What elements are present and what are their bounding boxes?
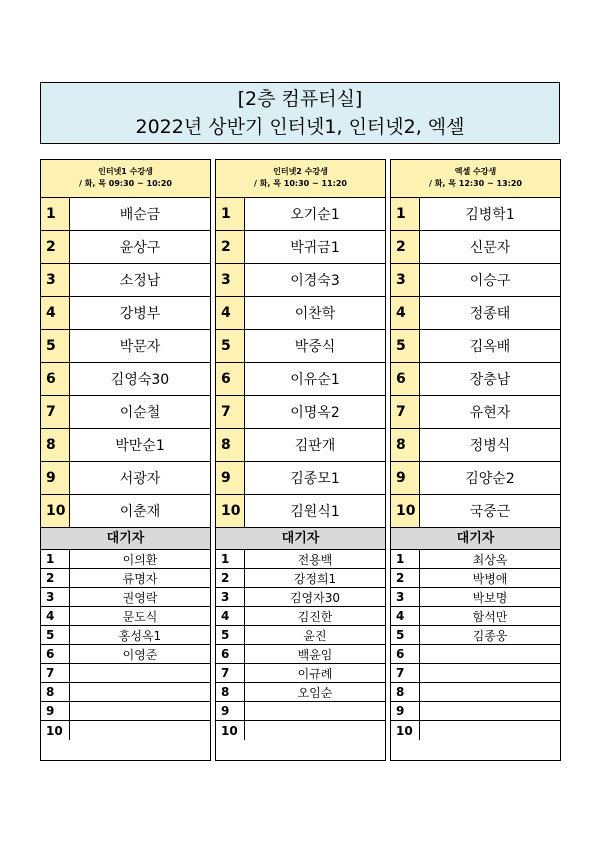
waiting-row (216, 702, 385, 721)
student-row (391, 231, 560, 264)
student-row (216, 297, 385, 330)
waiting-row (216, 550, 385, 569)
column-header (391, 160, 560, 198)
waiting-row (391, 683, 560, 702)
waiting-name: 문도식 (122, 609, 158, 624)
waiting-row (41, 569, 210, 588)
waiting-number: 6 (41, 645, 70, 663)
student-name: 국중근 (469, 504, 511, 520)
waiting-row (41, 702, 210, 721)
student-row (41, 198, 210, 231)
student-number: 1 (391, 198, 420, 230)
waiting-number: 3 (216, 588, 245, 606)
waiting-name: 권영락 (122, 590, 158, 605)
student-number: 7 (216, 396, 245, 428)
student-name: 소정남 (119, 273, 161, 289)
student-name: 박문자 (119, 339, 161, 355)
column-schedule: / 화, 목 09:30 ~ 10:20 (79, 179, 172, 188)
column-schedule: / 화, 목 10:30 ~ 11:20 (254, 179, 347, 188)
waiting-name: 백윤임 (297, 647, 333, 662)
student-row (41, 297, 210, 330)
waiting-row (41, 626, 210, 645)
student-row (391, 330, 560, 363)
waiting-header: 대기자 (41, 528, 210, 550)
waiting-name (420, 721, 560, 740)
column-title: 인터넷2 수강생 (273, 167, 328, 176)
student-name: 이순철 (119, 405, 161, 421)
student-number: 3 (391, 264, 420, 296)
waiting-name: 김종웅 (472, 628, 508, 643)
course-column-excel (390, 159, 561, 761)
student-number: 6 (391, 363, 420, 395)
waiting-number: 7 (41, 664, 70, 682)
waiting-name: 윤진 (303, 628, 327, 643)
waiting-row (216, 626, 385, 645)
student-row (216, 198, 385, 231)
student-row (41, 363, 210, 396)
waiting-row (41, 664, 210, 683)
student-name: 이명옥2 (290, 405, 340, 421)
student-number: 8 (216, 429, 245, 461)
waiting-number: 3 (41, 588, 70, 606)
title-room: [2층 컴퓨터실] (237, 88, 363, 110)
student-row (216, 429, 385, 462)
waiting-name (70, 664, 210, 682)
waiting-row (391, 702, 560, 721)
student-number: 3 (216, 264, 245, 296)
student-row (391, 297, 560, 330)
waiting-number: 5 (391, 626, 420, 644)
student-number: 4 (391, 297, 420, 329)
waiting-name: 김영자30 (289, 590, 341, 605)
waiting-row (391, 645, 560, 664)
column-schedule: / 화, 목 12:30 ~ 13:20 (429, 179, 522, 188)
waiting-name (420, 664, 560, 682)
waiting-name (420, 683, 560, 701)
waiting-number: 6 (216, 645, 245, 663)
waiting-row (216, 664, 385, 683)
student-number: 5 (41, 330, 70, 362)
student-number: 1 (216, 198, 245, 230)
student-number: 9 (216, 462, 245, 494)
waiting-name (70, 721, 210, 740)
student-name: 배순금 (119, 207, 161, 223)
student-name: 이승구 (469, 273, 511, 289)
student-row (391, 264, 560, 297)
student-name: 신문자 (469, 240, 511, 256)
course-column-internet2 (215, 159, 386, 761)
waiting-number: 10 (391, 721, 420, 740)
student-number: 9 (41, 462, 70, 494)
student-name: 장충남 (469, 372, 511, 388)
waiting-number: 3 (391, 588, 420, 606)
waiting-row (216, 683, 385, 702)
student-number: 2 (391, 231, 420, 263)
waiting-number: 1 (216, 550, 245, 568)
waiting-name: 강정희1 (293, 571, 337, 586)
student-row (216, 330, 385, 363)
student-name: 김병학1 (465, 207, 515, 223)
waiting-row (391, 569, 560, 588)
student-name: 서광자 (119, 471, 161, 487)
waiting-number: 8 (216, 683, 245, 701)
column-title: 인터넷1 수강생 (98, 167, 153, 176)
waiting-row (216, 721, 385, 740)
student-number: 4 (216, 297, 245, 329)
student-number: 7 (41, 396, 70, 428)
waiting-row (41, 550, 210, 569)
student-row (391, 396, 560, 429)
waiting-name: 홍성옥1 (118, 628, 162, 643)
waiting-name (420, 702, 560, 720)
waiting-number: 2 (216, 569, 245, 587)
student-number: 4 (41, 297, 70, 329)
student-name: 박귀금1 (290, 240, 340, 256)
waiting-number: 4 (41, 607, 70, 625)
student-name: 김종모1 (290, 471, 340, 487)
waiting-number: 4 (216, 607, 245, 625)
student-row (216, 495, 385, 528)
waiting-number: 9 (391, 702, 420, 720)
waiting-row (391, 626, 560, 645)
student-row (41, 396, 210, 429)
student-number: 10 (41, 495, 70, 527)
student-row (216, 396, 385, 429)
waiting-number: 9 (216, 702, 245, 720)
waiting-number: 5 (216, 626, 245, 644)
student-name: 이유순1 (290, 372, 340, 388)
waiting-name: 최상옥 (472, 552, 508, 567)
waiting-number: 1 (391, 550, 420, 568)
waiting-row (41, 645, 210, 664)
waiting-header: 대기자 (216, 528, 385, 550)
student-row (216, 231, 385, 264)
waiting-name (420, 645, 560, 663)
student-name: 이춘재 (119, 504, 161, 520)
waiting-row (216, 569, 385, 588)
student-row (41, 231, 210, 264)
student-number: 5 (391, 330, 420, 362)
student-row (391, 198, 560, 231)
student-number: 8 (41, 429, 70, 461)
waiting-number: 10 (216, 721, 245, 740)
waiting-number: 8 (41, 683, 70, 701)
student-name: 김영숙30 (110, 372, 170, 388)
student-row (216, 363, 385, 396)
student-name: 이경숙3 (290, 273, 340, 289)
waiting-row (41, 607, 210, 626)
student-number: 3 (41, 264, 70, 296)
waiting-number: 2 (391, 569, 420, 587)
title-course: 2022년 상반기 인터넷1, 인터넷2, 엑셀 (135, 116, 465, 138)
waiting-row (391, 607, 560, 626)
student-row (41, 462, 210, 495)
student-name: 오기순1 (290, 207, 340, 223)
student-row (41, 495, 210, 528)
waiting-number: 7 (391, 664, 420, 682)
waiting-number: 10 (41, 721, 70, 740)
waiting-header: 대기자 (391, 528, 560, 550)
student-number: 10 (391, 495, 420, 527)
waiting-name: 이의환 (122, 552, 158, 567)
waiting-row (41, 721, 210, 740)
waiting-name: 오임순 (297, 685, 333, 700)
waiting-name: 이규례 (297, 666, 333, 681)
waiting-name: 류명자 (122, 571, 158, 586)
student-number: 6 (216, 363, 245, 395)
waiting-name (245, 721, 385, 740)
student-row (216, 462, 385, 495)
student-number: 8 (391, 429, 420, 461)
student-name: 김판개 (294, 438, 336, 454)
waiting-row (391, 550, 560, 569)
student-name: 김원식1 (290, 504, 340, 520)
student-name: 박중식 (294, 339, 336, 355)
column-header (41, 160, 210, 198)
waiting-name: 전용백 (297, 552, 333, 567)
waiting-name (70, 702, 210, 720)
waiting-row (216, 645, 385, 664)
student-row (391, 363, 560, 396)
student-name: 이찬학 (294, 306, 336, 322)
student-name: 윤상구 (119, 240, 161, 256)
student-number: 5 (216, 330, 245, 362)
student-number: 6 (41, 363, 70, 395)
waiting-row (216, 588, 385, 607)
waiting-row (391, 664, 560, 683)
waiting-number: 1 (41, 550, 70, 568)
course-column-internet1 (40, 159, 211, 761)
waiting-name (245, 702, 385, 720)
waiting-row (41, 588, 210, 607)
waiting-name: 이영준 (122, 647, 158, 662)
student-name: 정병식 (469, 438, 511, 454)
waiting-number: 6 (391, 645, 420, 663)
student-row (41, 264, 210, 297)
student-name: 정종태 (469, 306, 511, 322)
waiting-name: 박보명 (472, 590, 508, 605)
student-number: 10 (216, 495, 245, 527)
waiting-row (216, 607, 385, 626)
waiting-row (391, 588, 560, 607)
column-title: 엑셀 수강생 (454, 167, 497, 176)
waiting-name: 함석만 (472, 609, 508, 624)
waiting-number: 2 (41, 569, 70, 587)
student-name: 유현자 (469, 405, 511, 421)
student-row (391, 495, 560, 528)
student-row (41, 330, 210, 363)
student-number: 1 (41, 198, 70, 230)
student-row (391, 462, 560, 495)
student-name: 박만순1 (115, 438, 165, 454)
student-number: 2 (41, 231, 70, 263)
waiting-number: 5 (41, 626, 70, 644)
waiting-number: 7 (216, 664, 245, 682)
waiting-row (391, 721, 560, 740)
student-row (391, 429, 560, 462)
student-row (41, 429, 210, 462)
waiting-name: 김진한 (297, 609, 333, 624)
student-name: 강병부 (119, 306, 161, 322)
title-box (40, 82, 560, 144)
student-name: 김옥배 (469, 339, 511, 355)
waiting-name: 박병애 (472, 571, 508, 586)
student-number: 9 (391, 462, 420, 494)
waiting-number: 8 (391, 683, 420, 701)
waiting-number: 4 (391, 607, 420, 625)
column-header (216, 160, 385, 198)
student-number: 7 (391, 396, 420, 428)
waiting-row (41, 683, 210, 702)
student-row (216, 264, 385, 297)
student-number: 2 (216, 231, 245, 263)
waiting-name (70, 683, 210, 701)
student-name: 김양순2 (465, 471, 515, 487)
waiting-number: 9 (41, 702, 70, 720)
